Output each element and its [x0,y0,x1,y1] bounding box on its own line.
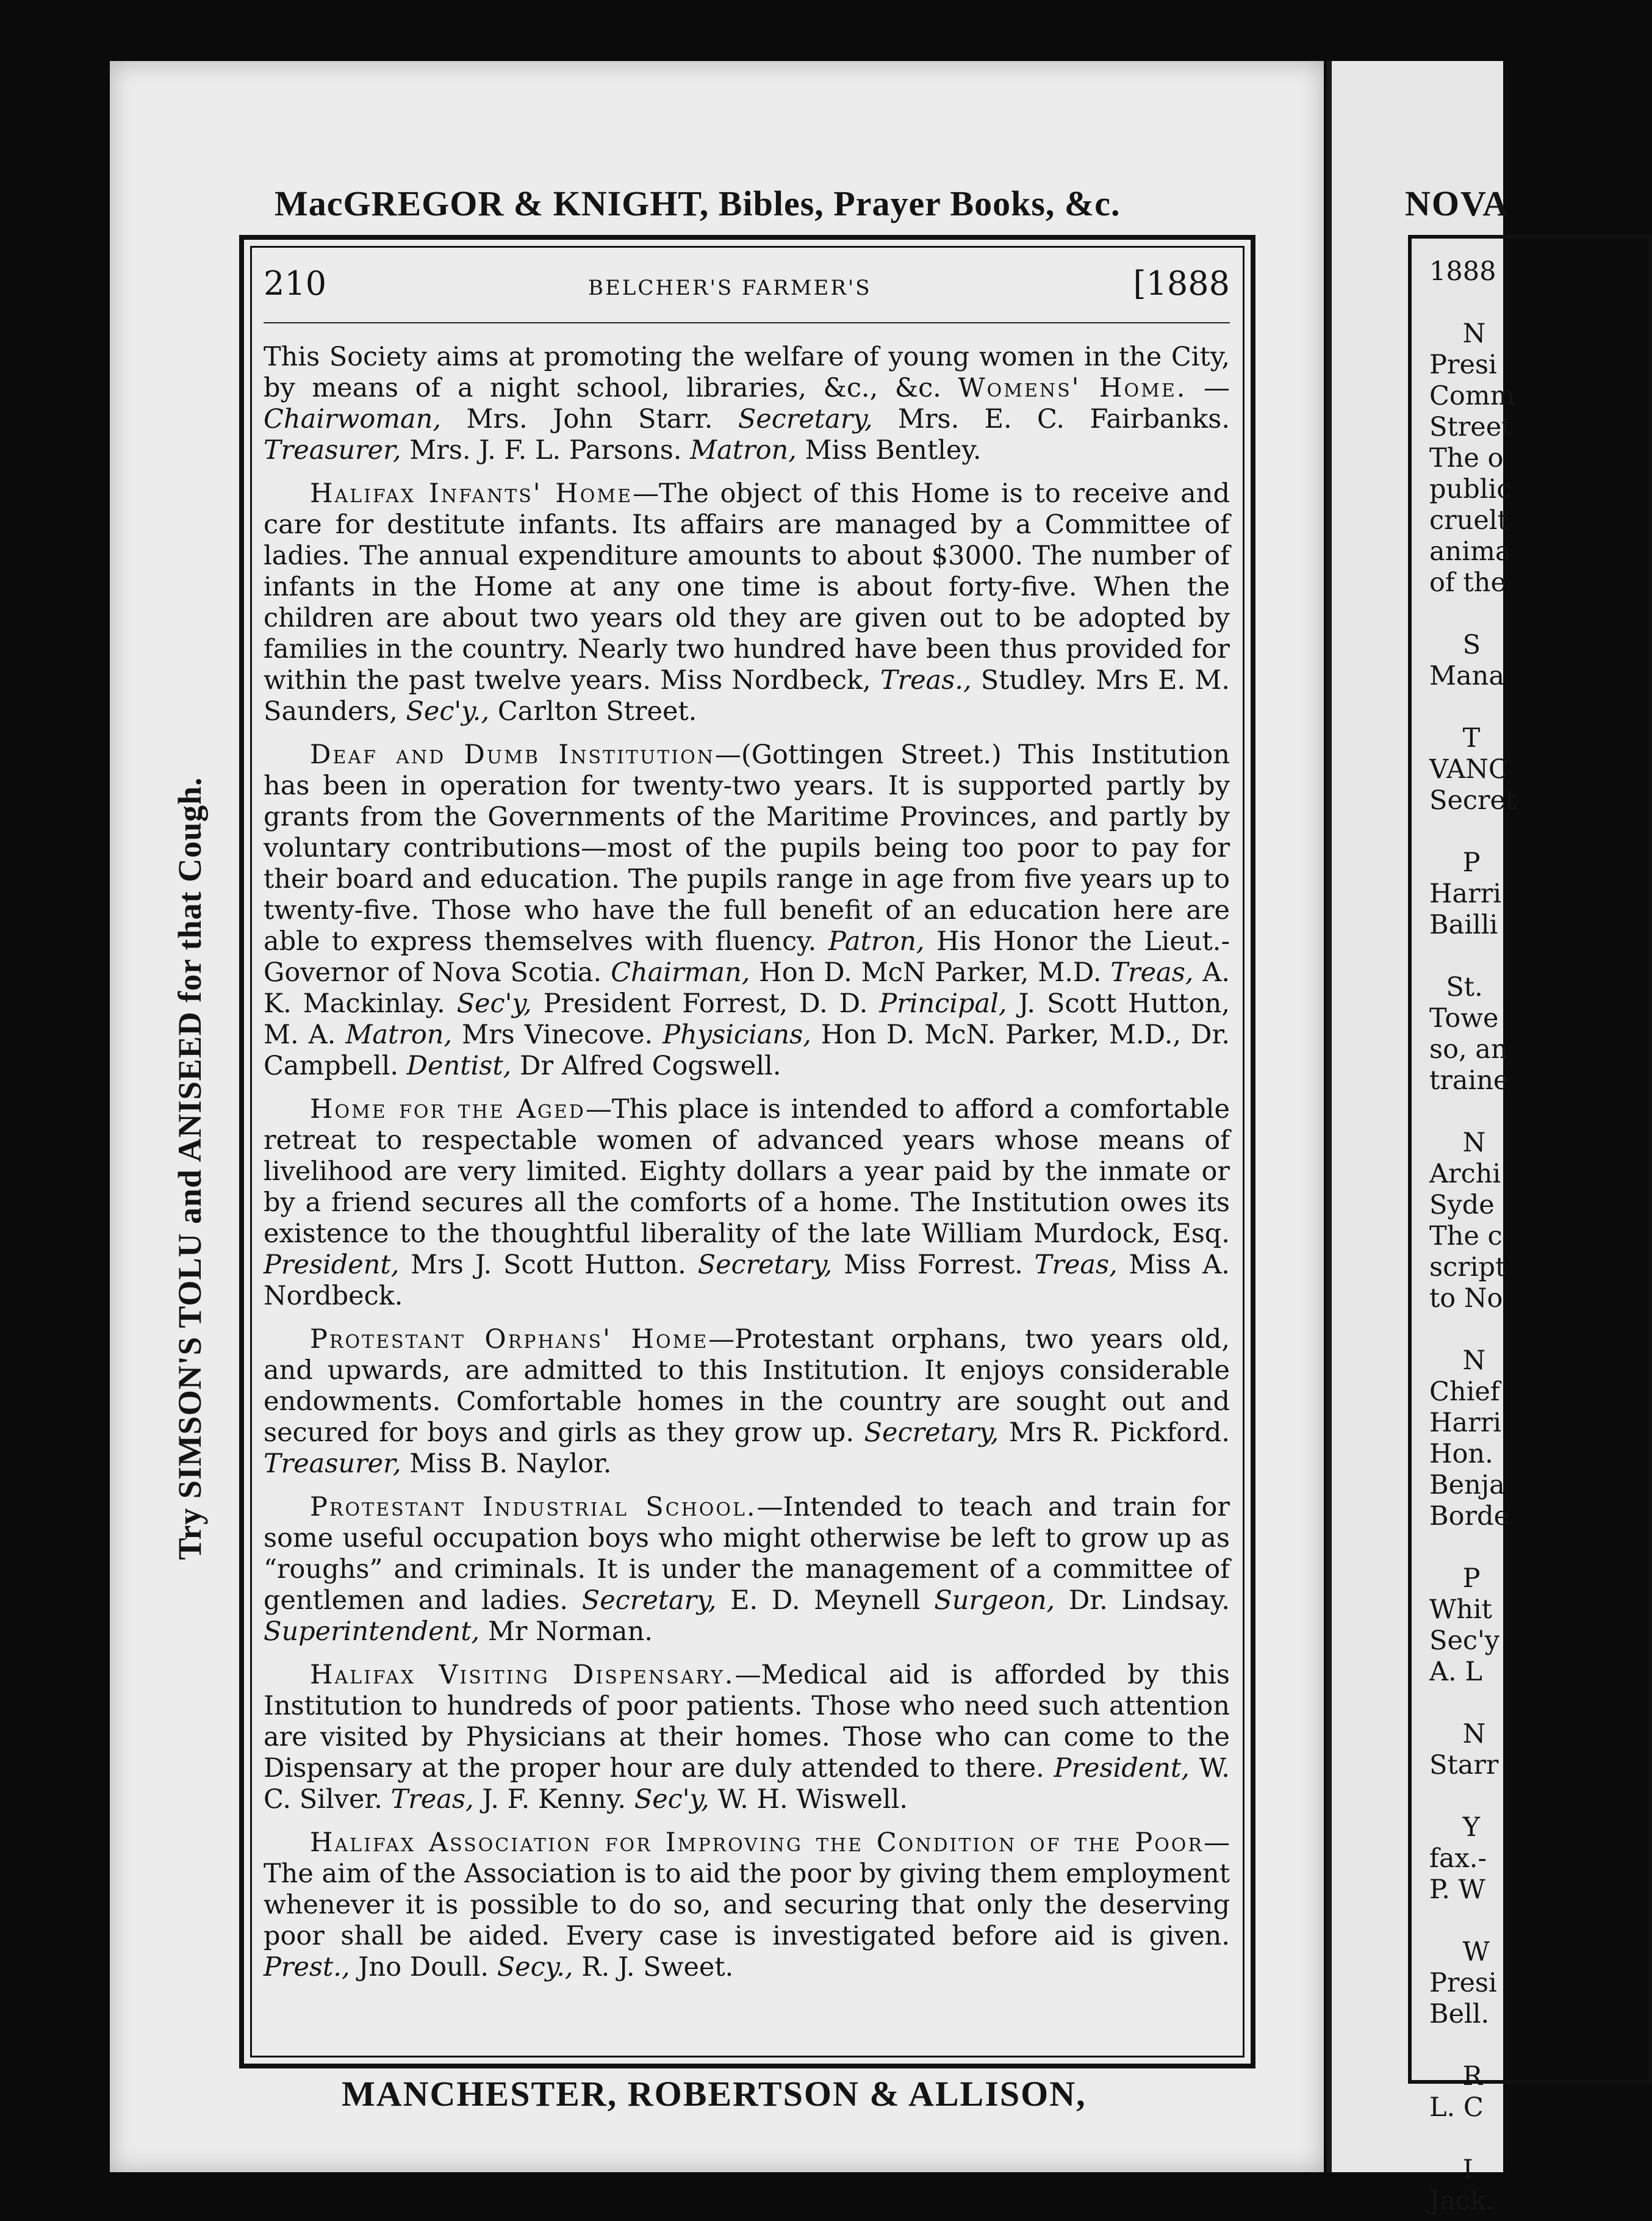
paragraph-home-aged: Home for the Aged—This place is intended to afford a comfortable retreat to respectable women of advanced years whose means of livelihood are very limited. Eighty dollars a year paid by the inmate or by a friend secures all the comforts of a home. The Institution owes its existence to the thoughtful liberality of the late William Murdock, Esq. President, Mrs J. Scott Hutton. Secretary, Miss Forrest. Treas, Miss A. Nordbeck. [264,1094,1230,1311]
paragraph-poor-association: Halifax Association for Improving the Condition of the Poor—The aim of the Association is to aid the poor by giving them employment whenever it is possible to do so, and securing that only the deserving poor shall be aided. Every case is investigated before aid is given. Prest., Jno Doull. Secy., R. J. Sweet. [264,1827,1230,1982]
paragraph-deaf-dumb: Deaf and Dumb Institution—(Gottingen Street.) This Institution has been in operation for twenty-two years. It is supported partly by grants from the Governments of the Maritime Provinces, and partly by voluntary contributions—most of the pupils being too poor to pay for their board and education. The pupils range in age from five years up to twenty-five. Those who have the full benefit of an education here are able to express themselves with fluency. Patron, His Honor the Lieut.-Governor of Nova Scotia. Chairman, Hon D. McN Parker, M.D. Treas, A. K. Mackinlay. Sec'y, President Forrest, D. D. Principal, J. Scott Hutton, M. A. Matron, Mrs Vinecove. Physicians, Hon D. McN. Parker, M.D., Dr. Campbell. Dentist, Dr Alfred Cogswell. [264,740,1230,1081]
side-advertisement: Try SIMSON'S TOLU and ANISEED for that Cough. [171,777,208,1560]
paragraph-orphans-home: Protestant Orphans' Home—Protestant orphans, two years old, and upwards, are admitted to this Institution. It enjoys considerable endowments. Comfortable homes in the country are sought out and secured for boys and girls as they grow up. Secretary, Mrs R. Pickford. Treasurer, Miss B. Naylor. [264,1324,1230,1479]
year-label: [1888 [1133,264,1230,303]
bottom-advertisement: MANCHESTER, ROBERTSON & ALLISON, [342,2074,1086,2114]
page-number: 210 [264,264,327,303]
paragraph-industrial-school: Protestant Industrial School.—Intended to teach and train for some useful occupation boys who might otherwise be left to grow up as “roughs” and criminals. It is under the management of a committee of gentlemen and ladies. Secretary, E. D. Meynell Surgeon, Dr. Lindsay. Superintendent, Mr Norman. [264,1492,1230,1647]
adjacent-page-text: 1888 N Presi Comm Street The o public cruelt anima of the S Mana T VANC Secret P Harri Bailli St. Towe so, an traine N Archi Syde The c script to No N Chief Harri Hon. Benja Borde P Whit Sec'y A. L N Starr Y fax.- P. W W Presi Bell. R L. C I Jack. [1429,256,1517,2216]
adjacent-page-header: NOVA [1405,184,1510,223]
head-rule [264,322,1230,323]
paragraph-society: This Society aims at promoting the welfare of young women in the City, by means of a night school, libraries, &c., &c. Womens' Home. —Chairwoman, Mrs. John Starr. Secretary, Mrs. E. C. Fairbanks. Treasurer, Mrs. J. F. L. Parsons. Matron, Miss Bentley. [264,342,1230,466]
top-advertisement: MacGREGOR & KNIGHT, Bibles, Prayer Books, &c. [275,184,1121,223]
running-title: BELCHER'S FARMER'S [588,276,872,300]
running-head [264,265,1230,306]
page-content [264,265,1230,1995]
adjacent-page [1327,61,1517,2216]
paragraph-infants-home: Halifax Infants' Home—The object of this Home is to receive and care for destitute infants. Its affairs are managed by a Committee of ladies. The annual expenditure amounts to about $3000. The number of infants in the Home at any one time is about forty-five. When the children are about two years old they are given out to be adopted by families in the country. Nearly two hundred have been thus provided for within the past twelve years. Miss Nordbeck, Treas., Studley. Mrs E. M. Saunders, Sec'y., Carlton Street. [264,478,1230,727]
paragraph-visiting-dispensary: Halifax Visiting Dispensary.—Medical aid is afforded by this Institution to hundreds of poor patients. Those who need such attention are visited by Physicians at their homes. Those who can come to the Dispensary at the proper hour are duly attended to there. President, W. C. Silver. Treas, J. F. Kenny. Sec'y, W. H. Wiswell. [264,1660,1230,1815]
